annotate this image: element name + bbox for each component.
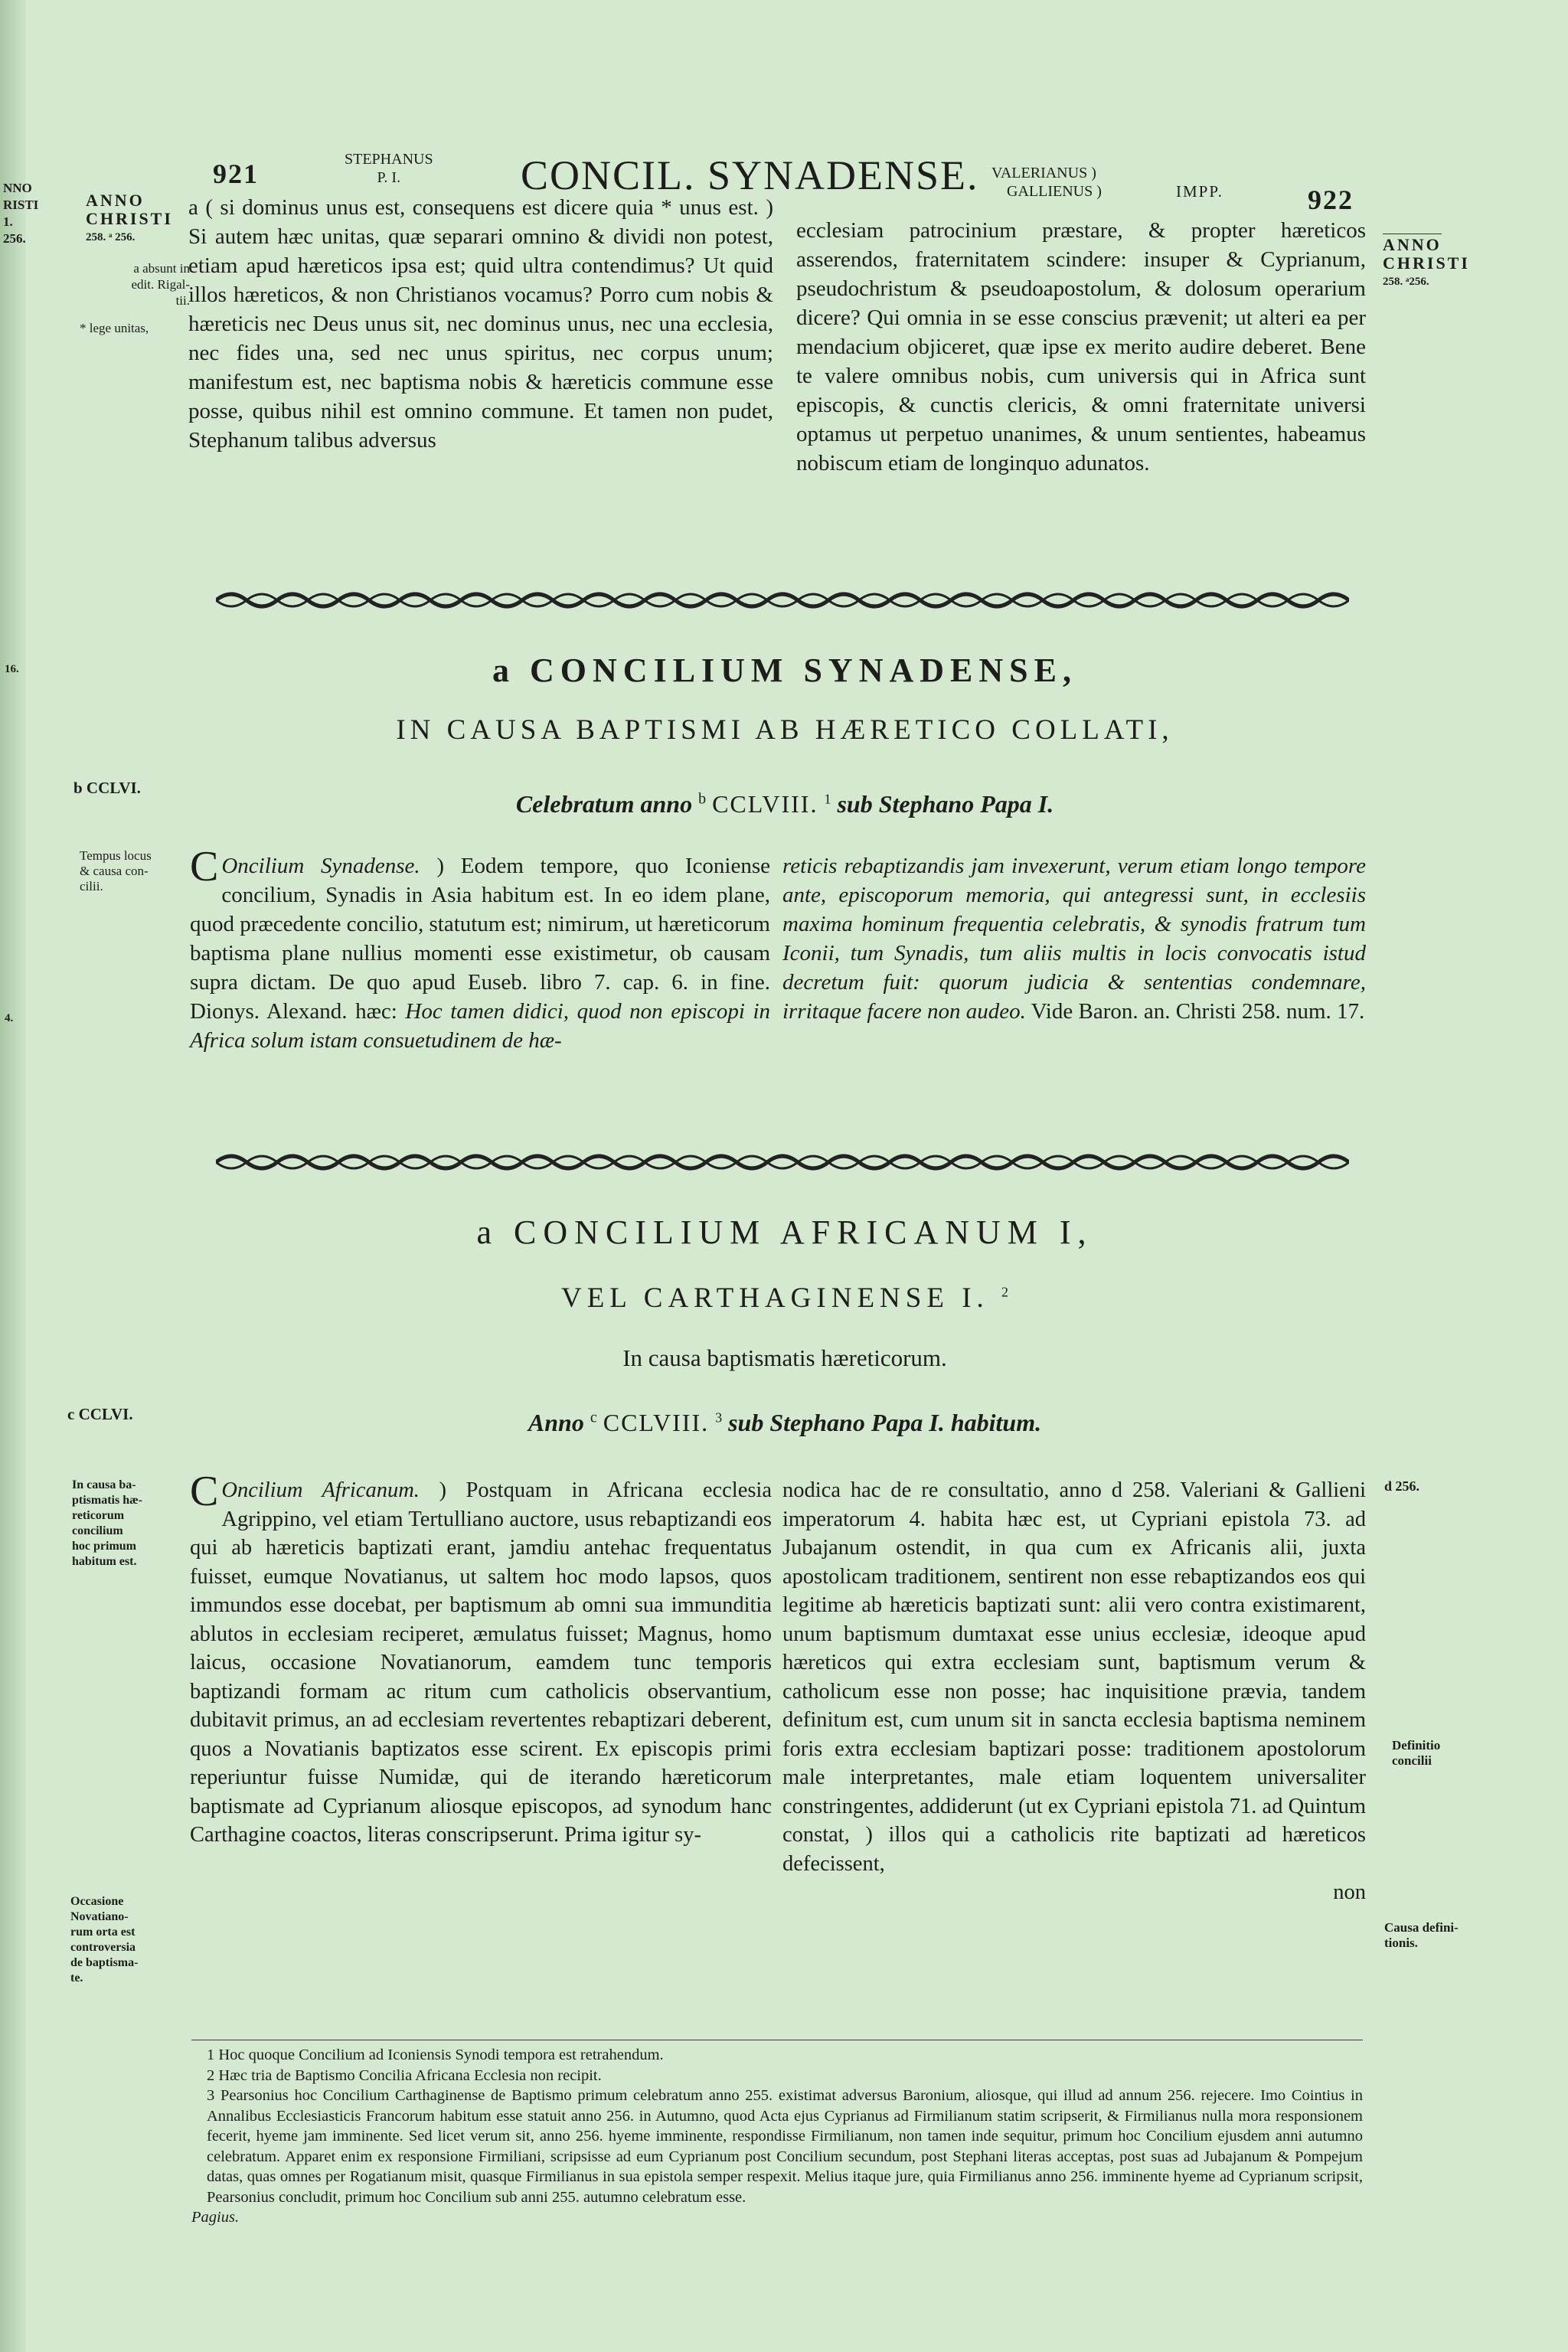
catchword: non (1333, 1880, 1366, 1904)
africanum-left-column: C Oncilium Africanum. ) Postquam in Africana ecclesia Agrippino, vel etiam Tertulliano auctore, usus rebaptizandi eos qui ab hæreticis baptizati erant, jamdiu antehac frequentatus fuisset, eumque Novatianus, ut saltem hoc modo lapsos, quos immundos esse docebat, per baptismum ab omni sua immunditia ablutos in ecclesiam reciperet, æmulatus fuisset; Magnus, homo laicus, occasione Novatianorum, eamdem tunc temporis baptizandi formam ac ritum cum catholicis observantium, dubitavit primus, an ad ecclesiam revertentes rebaptizari deberent, quos a Novatianis baptizatos esse scirent. Ex episcopis primi reperiuntur fuisse Numidæ, qui de iterando hæreticorum baptismate ad Cyprianum aliosque episcopos, ad synodum hanc Carthagine coactos, literas conscripserunt. Prima igitur sy- (190, 1468, 773, 1847)
footnotes (191, 2040, 1363, 2228)
gutter-mark: 16. (5, 663, 19, 675)
note-causa: Causa defini- tionis. (1384, 1920, 1459, 1950)
note-tempus: Tempus locus & causa con- cilii. (80, 848, 152, 893)
anno-christi-left: ANNO CHRISTI 258. ᵃ 256. (86, 191, 173, 243)
note-a-absunt: a absunt in edit. Rigal- tii. (131, 261, 190, 308)
top-right-column: ecclesiam patrocinium præstare, & propter hæreticos asserendos, fraternitatem scindere: insuper & Cyprianum, pseudochristum & pseudoapostolum, & dolosum operarium dicere? Qui omnia in se esse conscius prævenit; ut alteri ea per mendacium objiceret, quæ ipse ex merito audire deberet. Bene te valere omnibus nobis, cum universis qui in Africa sunt episcopis, & cunctis clericis, & omni fraternitate universi optamus ut perpetuo unanimes, & unum sentientes, habeamus nobiscum etiam de longinquo adunatos. (796, 218, 1366, 475)
footnote: 1 Hoc quoque Concilium ad Iconiensis Synodi tempora est retrahendum. (207, 2047, 664, 2063)
note-lege-unitas: * lege unitas, (80, 321, 149, 335)
adjacent-page-gutter (0, 0, 39, 2352)
top-left-column: a ( si dominus unus est, consequens est dicere quia * unus est. ) Si autem hæc unitas, quæ separari omnino & dividi non potest, etiam apud hæreticos ipsa est; quid ultra contendimus? Ut quid illos hæreticos, & non Christianos vocamus? Porro cum nobis & hæreticis nec Deus unus sit, nec dominus unus, nec una ecclesia, nec fides una, sed nec unus spiritus, nec corpus unum; manifestum est, nec baptisma nobis & hæreticis commune esse posse, quibus nihil est omnino commune. Et tamen non pudet, Stephanum talibus adversus (188, 195, 773, 452)
footnote: 2 Hæc tria de Baptismo Concilia Africana Ecclesia non recipit. (207, 2066, 602, 2084)
africanum-subtitle: VEL CARTHAGINENSE I. $^2$ (560, 1282, 1009, 1314)
gutter-margin-text: NNO RISTI 1. 256. (3, 181, 39, 246)
gutter-mark: 4. (5, 1012, 14, 1024)
ornamental-divider (216, 1147, 1349, 1178)
note-c-date: c CCLVI. (67, 1405, 133, 1423)
footnote: 3 Pearsonius hoc Concilium Carthaginense de Baptismo primum celebratum anno 255. existimat adversus Baronium, aliosque, qui illud ad annum 256. rejecere. Imo Cointius in Annalibus Ecclesiasticis Francorum habitum esse statuit anno 256. in Autumno, quod Acta ejus Cyprianus ad Firmilianum statim scripserit, & Firmilianus nulla mora responsionem fecerit, hyeme jam imminente. Sed licet verum sit, anno 256. hyeme imminente, respondisse Firmilianum, non tamen inde sequitur, primum hoc Concilium ejusdem anni autumno celebratum. Apparet enim ex responsione Firmiliani, scripsisse ad eum Cyprianum post Concilium secundum, post Stephani literas acceptas, post suas ad Jubajanum & Pompejum datas, quas omnes per Rogatianum misit, quasque Firmilianus in sua epistola semper respexit. Melius itaque jure, quia Firmilianus anno 256. imminente hyeme ad Cyprianum scripsit, Pearsonius concludit, primum hoc Concilium sub anni 255. autumno celebratum esse. (207, 2087, 1363, 2206)
synadense-date-line: Celebratum anno $^b$ CCLVIII. $^1$ sub Stephano Papa I. (515, 790, 1054, 818)
note-d-date: d 256. (1384, 1478, 1420, 1494)
left-page-number: 921 (213, 158, 259, 189)
running-head-emperors: VALERIANUS ) GALLIENUS ) (991, 165, 1102, 200)
note-occasione: Occasione Novatiano- rum orta est controversia de baptisma- te. (70, 1895, 139, 1984)
note-in-causa: In causa ba- ptismatis hæ- reticorum concilium hoc primum habitum est. (72, 1478, 143, 1568)
africanum-date-line: Anno $^c$ CCLVIII. $^3$ sub Stephano Papa I. habitum. (528, 1409, 1042, 1436)
africanum-title: a CONCILIUM AFRICANUM I, (476, 1214, 1093, 1251)
running-head-pope: STEPHANUS P. I. (345, 151, 433, 186)
synadense-left-column: C Oncilium Synadense. ) Eodem tempore, quo Iconiense concilium, Synadis in Asia habitum est. In eo idem plane, quod præcedente concilio, statutum est; nimirum, ut hæreticorum baptisma plane nullius momenti esse existimetur, ob causam supra dictam. De quo apud Euseb. libro 7. cap. 6. in fine. Dionys. Alexand. hæc: Hoc tamen didici, quod non episcopi in Africa solum istam consuetudinem de hæ- (190, 843, 771, 1053)
running-head-impp: IMPP. (1176, 182, 1223, 201)
drop-cap: C (190, 843, 219, 890)
synadense-subtitle: IN CAUSA BAPTISMI AB HÆRETICO COLLATI, (396, 714, 1174, 746)
africanum-right-column: nodica hac de re consultatio, anno d 258. Valeriani & Gallieni imperatorum 4. habita hæc est, ut Cypriani epistola 73. ad Jubajanum ostendit, in qua cum ex Africanis alii, juxta apostolicam traditionem, sentirent non esse rebaptizandos eos qui legitime ab hæreticis baptizati sunt: alii vero contra existimarent, unum baptismum dumtaxat esse unius ecclesiæ, ideoque apud hæreticos qui extra ecclesiam sunt, baptismum verum & catholicum esse non posse; hac inquisitione prævia, tandem definitum est, cum unum sit in sancta ecclesia baptisma neminem foris extra ecclesiam baptizari posse: traditionem apostolorum male interpretantes, male etiam loquentem universaliter constringentes, addiderunt (ut ex Cypriani epistola 71. ad Quintum constat, ) illos qui a catholicis rite baptizati ad hæreticos defecissent, non (782, 1476, 1366, 1907)
africanum-line3: In causa baptismatis hæreticorum. (622, 1344, 947, 1371)
ornamental-divider (216, 585, 1349, 616)
anno-christi-right: ANNO CHRISTI 258. ᵃ256. (1383, 235, 1470, 288)
drop-cap: C (190, 1468, 219, 1515)
synadense-title: a CONCILIUM SYNADENSE, (492, 652, 1077, 689)
running-head-title: CONCIL. SYNADENSE. (521, 152, 979, 198)
note-definitio: Definitio concilii (1392, 1738, 1441, 1768)
note-b-date: b CCLVI. (74, 779, 141, 797)
footnote-author: Pagius. (191, 2209, 240, 2226)
synadense-right-column: reticis rebaptizandis jam invexerunt, verum etiam longo tempore ante, episcoporum memoria, qui antegressi sunt, in ecclesiis maxima hominum frequentia celebratis, & synodis fratrum tum Iconii, tum Synadis, tum aliis multis in locis convocatis istud decretum fuit: quorum judicia & sententias condemnare, irritaque facere non audeo. Vide Baron. an. Christi 258. num. 17. (782, 854, 1366, 1024)
right-page-number: 922 (1308, 185, 1354, 215)
